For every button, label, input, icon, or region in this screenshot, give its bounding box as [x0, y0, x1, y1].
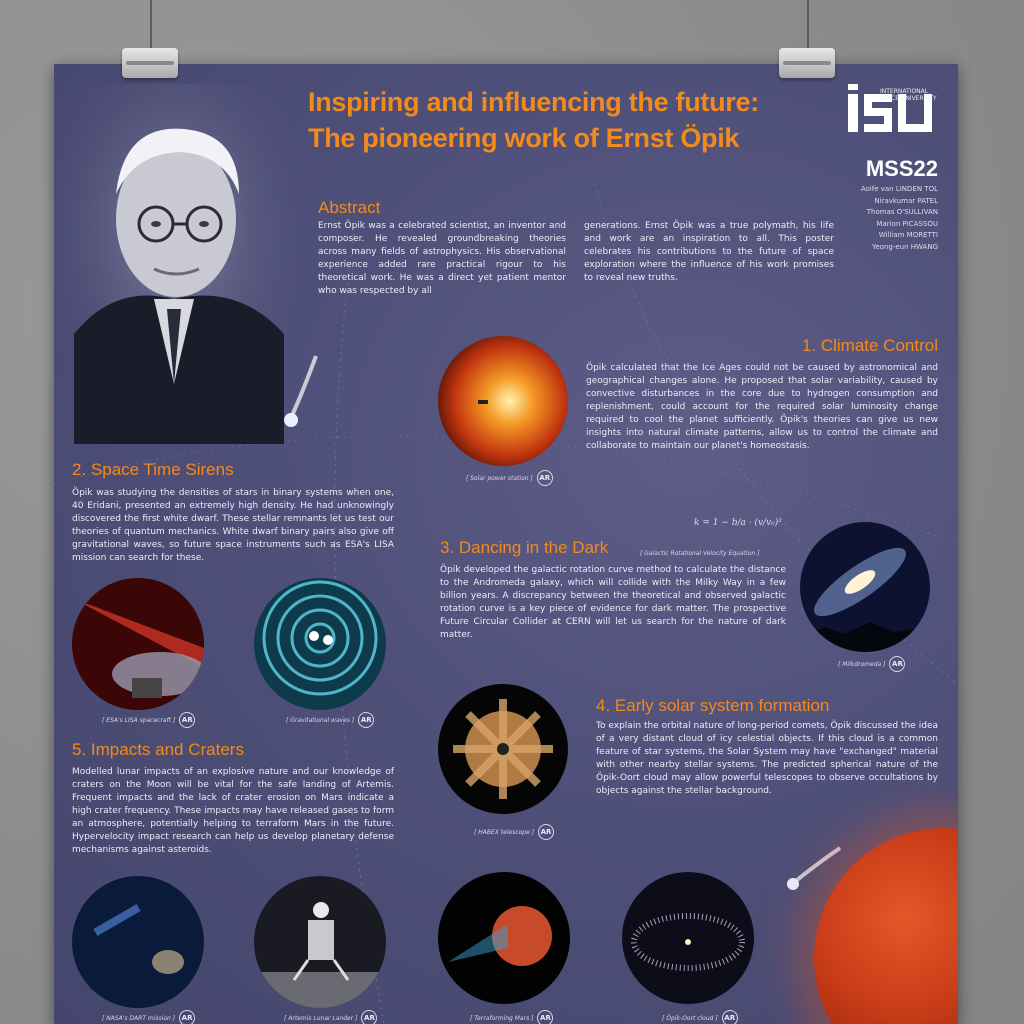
comet-icon: [282, 354, 322, 434]
milkdromeda-caption: [838, 656, 905, 672]
ar-badge[interactable]: AR: [179, 1010, 195, 1024]
dart-mission-image: [72, 876, 204, 1008]
caption-text: [ Terraforming Mars ]: [470, 1014, 534, 1022]
caption-text: [ ESA's LISA spacecraft ]: [102, 716, 176, 724]
section-3-text: Öpik developed the galactic rotation curve method to calculate the distance to the Andromeda galaxy, which will collide with the Milky Way in a few billion years. A discrepancy between the theoretical and observed galactic rotation curve is a key piece of evidence for dark matter. The prospective Future Circular Collider at CERN will let us search for the nature of dark matter.: [440, 565, 786, 640]
abstract-text-col2: generations. Ernst Öpik was a true polymath, his life and work are an inspiration to all. This poster celebrates his contributions to the future of space exploration where the influence of his work promises to reveal new truths.: [584, 221, 834, 283]
ar-badge[interactable]: AR: [361, 1010, 377, 1024]
ar-badge[interactable]: AR: [538, 824, 554, 840]
caption-text: [ Milkdromeda ]: [838, 660, 886, 668]
caption-text: [ Solar power station ]: [466, 474, 533, 482]
section-2-text: Öpik was studying the densities of stars in binary systems when one, 40 Eridani, presented an extremely high density. He had unknowingly discovered the first white dwarf. These stellar remnants let us test our theories of quantum mechanics. White dwarf binary pairs also give off gravitational waves, so future space instruments such as ESA's LISA mission can search for these.: [72, 488, 394, 563]
habex-telescope-image: [438, 684, 568, 814]
equation-caption: [ Galactic Rotational Velocity Equation ]: [640, 550, 760, 557]
section-5-heading: 5. Impacts and Craters: [72, 740, 244, 759]
poster-title: [308, 84, 828, 156]
section-1-heading: 1. Climate Control: [801, 336, 938, 355]
section-2-heading: 2. Space Time Sirens: [72, 460, 234, 479]
logo-line-2: SPACE UNIVERSITY: [880, 95, 937, 102]
ar-badge[interactable]: AR: [537, 1010, 553, 1024]
title-line-1: Inspiring and influencing the future:: [308, 87, 759, 117]
caption-text: [ Artemis Lunar Lander ]: [284, 1014, 358, 1022]
lisa-caption: [102, 712, 195, 728]
mission-label: MSS22: [865, 156, 938, 181]
rotation-equation: k = 1 − b/a · (v/v₀)²: [694, 518, 782, 528]
logo-line-1: INTERNATIONAL: [880, 88, 929, 95]
caption-text: [ HABEX telescope ]: [474, 828, 535, 836]
section-4-text: To explain the orbital nature of long-period comets, Öpik discussed the idea of a very distant cloud of icy celestial objects. If this cloud is a common feature of star systems, the Solar System may have "exchanged" material with other nearby stellar systems. The predicted spherical nature of the Öpik-Oort cloud may allow powerful telescopes to observe occultations by objects against the stellar background.: [596, 721, 938, 796]
author-name: Thomas O'SULLIVAN: [866, 208, 938, 216]
oort-caption: [662, 1010, 738, 1024]
ernst-opik-portrait: [54, 84, 294, 444]
ar-badge[interactable]: AR: [179, 712, 195, 728]
section-1-text: Öpik calculated that the Ice Ages could not be caused by astronomical and geographical changes alone. He proposed that solar variability, caused by convective disturbances in the core due to hydrogen consumption and replenishment, could account for the required solar luminosity change required to cool the planet sufficiently. Öpik's theories can give us new insights into natural climate patterns, allow us to control the climate and collaborate to maintain our planet's homeostasis.: [586, 363, 938, 451]
gravitational-waves-image: [254, 578, 386, 710]
isu-logo-text: [880, 88, 950, 102]
lisa-spacecraft-image: [72, 578, 204, 710]
caption-text: [ Gravitational waves ]: [286, 716, 355, 724]
habex-caption: [474, 824, 554, 840]
artemis-lander-image: [254, 876, 386, 1008]
ar-badge[interactable]: AR: [722, 1010, 738, 1024]
opik-oort-cloud-image: [622, 872, 754, 1004]
mars-caption: [470, 1010, 553, 1024]
terraforming-mars-image: [438, 872, 570, 1004]
milkdromeda-image: [800, 522, 930, 652]
solar-power-station-image: [438, 336, 568, 466]
abstract-heading: Abstract: [318, 198, 381, 217]
poster-clip: [122, 48, 178, 78]
poster-clip: [779, 48, 835, 78]
author-name: Marion PICASSOU: [876, 219, 938, 228]
ar-badge[interactable]: AR: [358, 712, 374, 728]
grav-waves-caption: [286, 712, 374, 728]
section-3-heading: 3. Dancing in the Dark: [440, 538, 609, 557]
title-line-2: The pioneering work of Ernst Öpik: [308, 123, 740, 153]
caption-text: [ NASA's DART mission ]: [102, 1014, 176, 1022]
section-5-text: Modelled lunar impacts of an explosive nature and our knowledge of craters on the Moon will be vital for the safe landing of Artemis. Frequent impacts and the lack of crater erosion on Mars indicate a high crater frequency. These impacts may have released gases to form an atmosphere, potentially helping to terraform Mars in the future. Hypervelocity impact research can help us develop planetary defense mechanisms against asteroids.: [72, 767, 394, 855]
ar-badge[interactable]: AR: [537, 470, 553, 486]
caption-text: [ Öpik-Oort cloud ]: [662, 1014, 718, 1022]
solar-power-caption: [466, 470, 553, 486]
ar-badge[interactable]: AR: [889, 656, 905, 672]
dart-caption: [102, 1010, 195, 1024]
author-name: Yeong-eun HWANG: [872, 242, 938, 251]
author-name: William MORETTI: [878, 231, 938, 239]
author-name: Aoife van LINDEN TOL: [860, 185, 938, 193]
poster: [54, 64, 958, 1024]
section-4-heading: 4. Early solar system formation: [596, 696, 830, 715]
author-name: Niravkumar PATEL: [874, 196, 938, 205]
artemis-caption: [284, 1010, 377, 1024]
abstract-text-col1: Ernst Öpik was a celebrated scientist, an inventor and composer. He revealed groundbreaking theories across many fields of astrophysics. His observational experience added rare practical rigour to his theoretical work. He was a direct yet patient mentor who was respected by all: [318, 221, 566, 296]
